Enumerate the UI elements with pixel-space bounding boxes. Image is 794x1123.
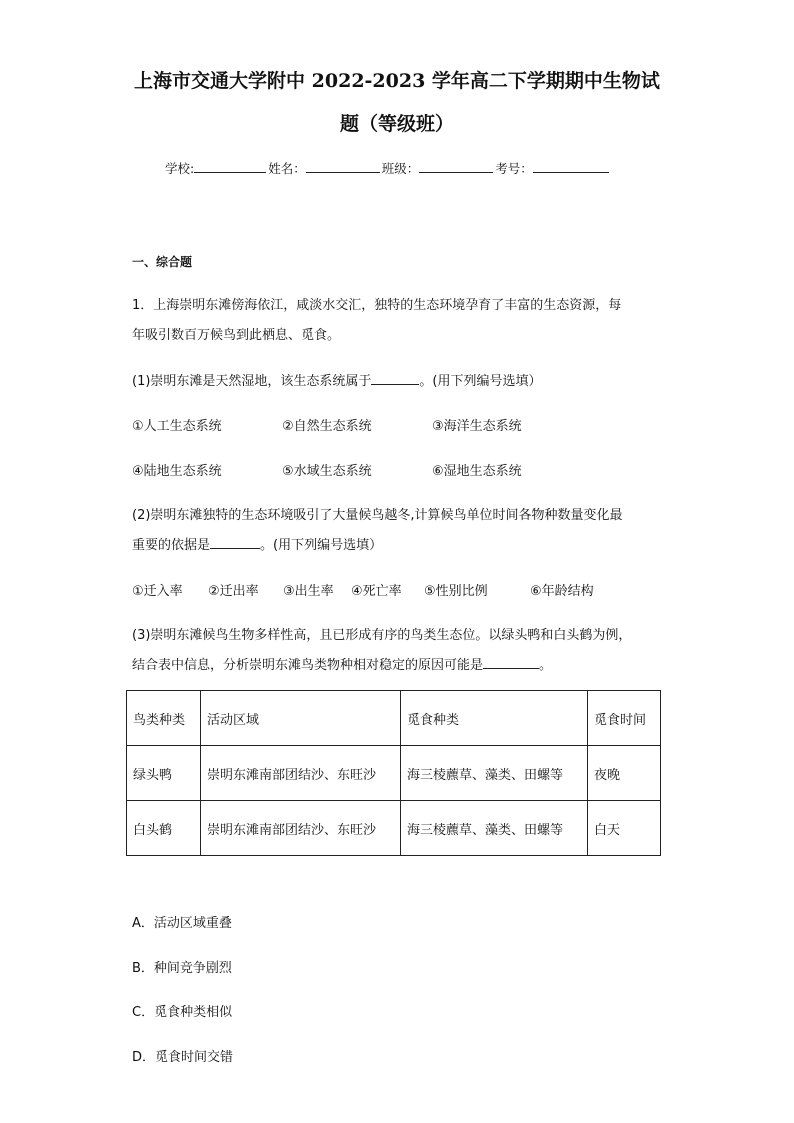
sub1-option-5: ⑤水域生态系统	[282, 464, 372, 479]
table-cell: 白头鹤	[127, 801, 201, 856]
table-cell: 崇明东滩南部团结沙、东旺沙	[201, 746, 401, 801]
question1-intro-line1: 1．上海崇明东滩傍海依江，咸淡水交汇，独特的生态环境孕育了丰富的生态资源，每	[132, 298, 622, 313]
subquestion1	[132, 370, 542, 389]
sub2-option-5: ⑤性别比例	[424, 584, 488, 599]
subquestion2-suffix: 。(用下列编号选填）	[260, 538, 383, 553]
subquestion3-line2	[132, 654, 552, 673]
class-label: 班级：	[381, 161, 420, 176]
table-header-cell: 觅食种类	[401, 691, 588, 746]
number-blank[interactable]	[533, 159, 609, 173]
choice-b[interactable]: B．种间竞争剧烈	[132, 961, 232, 976]
table-row	[127, 801, 661, 856]
table-header-cell: 鸟类种类	[127, 691, 201, 746]
sub1-option-4: ④陆地生态系统	[132, 464, 222, 479]
table-cell: 海三棱藨草、藻类、田螺等	[401, 801, 588, 856]
exam-title-line1: 上海市交通大学附中 2022-2023 学年高二下学期期中生物试	[134, 70, 660, 92]
subquestion1-prefix: (1)崇明东滩是天然湿地，该生态系统属于	[132, 374, 372, 389]
table-header-row	[127, 691, 661, 746]
sub2-option-2: ②迁出率	[208, 584, 259, 599]
name-label: 姓名：	[268, 161, 306, 176]
table-row	[127, 746, 661, 801]
subquestion2-line2	[132, 534, 382, 553]
subquestion1-answer-blank[interactable]	[371, 370, 419, 385]
class-blank[interactable]	[419, 159, 493, 173]
table-cell: 海三棱藨草、藻类、田螺等	[401, 746, 588, 801]
subquestion1-suffix: 。(用下列编号选填）	[419, 374, 542, 389]
sub2-option-1: ①迁入率	[132, 584, 183, 599]
choice-c[interactable]: C．觅食种类相似	[132, 1005, 233, 1020]
subquestion3-suffix: 。	[539, 658, 553, 673]
sub2-option-4: ④死亡率	[351, 584, 402, 599]
table-cell: 夜晚	[588, 746, 661, 801]
subquestion3-line1: (3)崇明东滩候鸟生物多样性高，且已形成有序的鸟类生态位。以绿头鸭和白头鹤为例，	[132, 628, 632, 643]
table-cell: 崇明东滩南部团结沙、东旺沙	[201, 801, 401, 856]
choice-a[interactable]: A．活动区域重叠	[132, 916, 232, 931]
table-cell: 白天	[588, 801, 661, 856]
student-info-row	[165, 159, 611, 177]
subquestion3-prefix: 结合表中信息，分析崇明东滩鸟类物种相对稳定的原因可能是	[132, 658, 484, 673]
choice-d[interactable]: D．觅食时间交错	[132, 1050, 234, 1065]
sub2-option-6: ⑥年龄结构	[530, 584, 594, 599]
subquestion2-prefix: 重要的依据是	[132, 538, 211, 553]
school-blank[interactable]	[194, 159, 266, 173]
question1-intro-line2: 年吸引数百万候鸟到此栖息、觅食。	[132, 328, 341, 343]
bird-table	[126, 690, 661, 856]
school-label: 学校:	[165, 161, 195, 176]
subquestion3-answer-blank[interactable]	[483, 654, 539, 669]
subquestion2-line1: (2)崇明东滩独特的生态环境吸引了大量候鸟越冬,计算候鸟单位时间各物种数量变化最	[132, 508, 623, 523]
sub1-option-2: ②自然生态系统	[282, 419, 372, 434]
subquestion2-answer-blank[interactable]	[210, 534, 260, 549]
sub1-option-6: ⑥湿地生态系统	[432, 464, 522, 479]
table-cell: 绿头鸭	[127, 746, 201, 801]
exam-title-line2: 题（等级班）	[339, 113, 454, 135]
table-header-cell: 觅食时间	[588, 691, 661, 746]
section-heading: 一、综合题	[132, 255, 193, 269]
sub1-option-1: ①人工生态系统	[132, 419, 222, 434]
name-blank[interactable]	[306, 159, 380, 173]
sub1-option-3: ③海洋生态系统	[432, 419, 522, 434]
sub2-option-3: ③出生率	[283, 584, 334, 599]
number-label: 考号：	[495, 161, 533, 176]
table-header-cell: 活动区域	[201, 691, 401, 746]
